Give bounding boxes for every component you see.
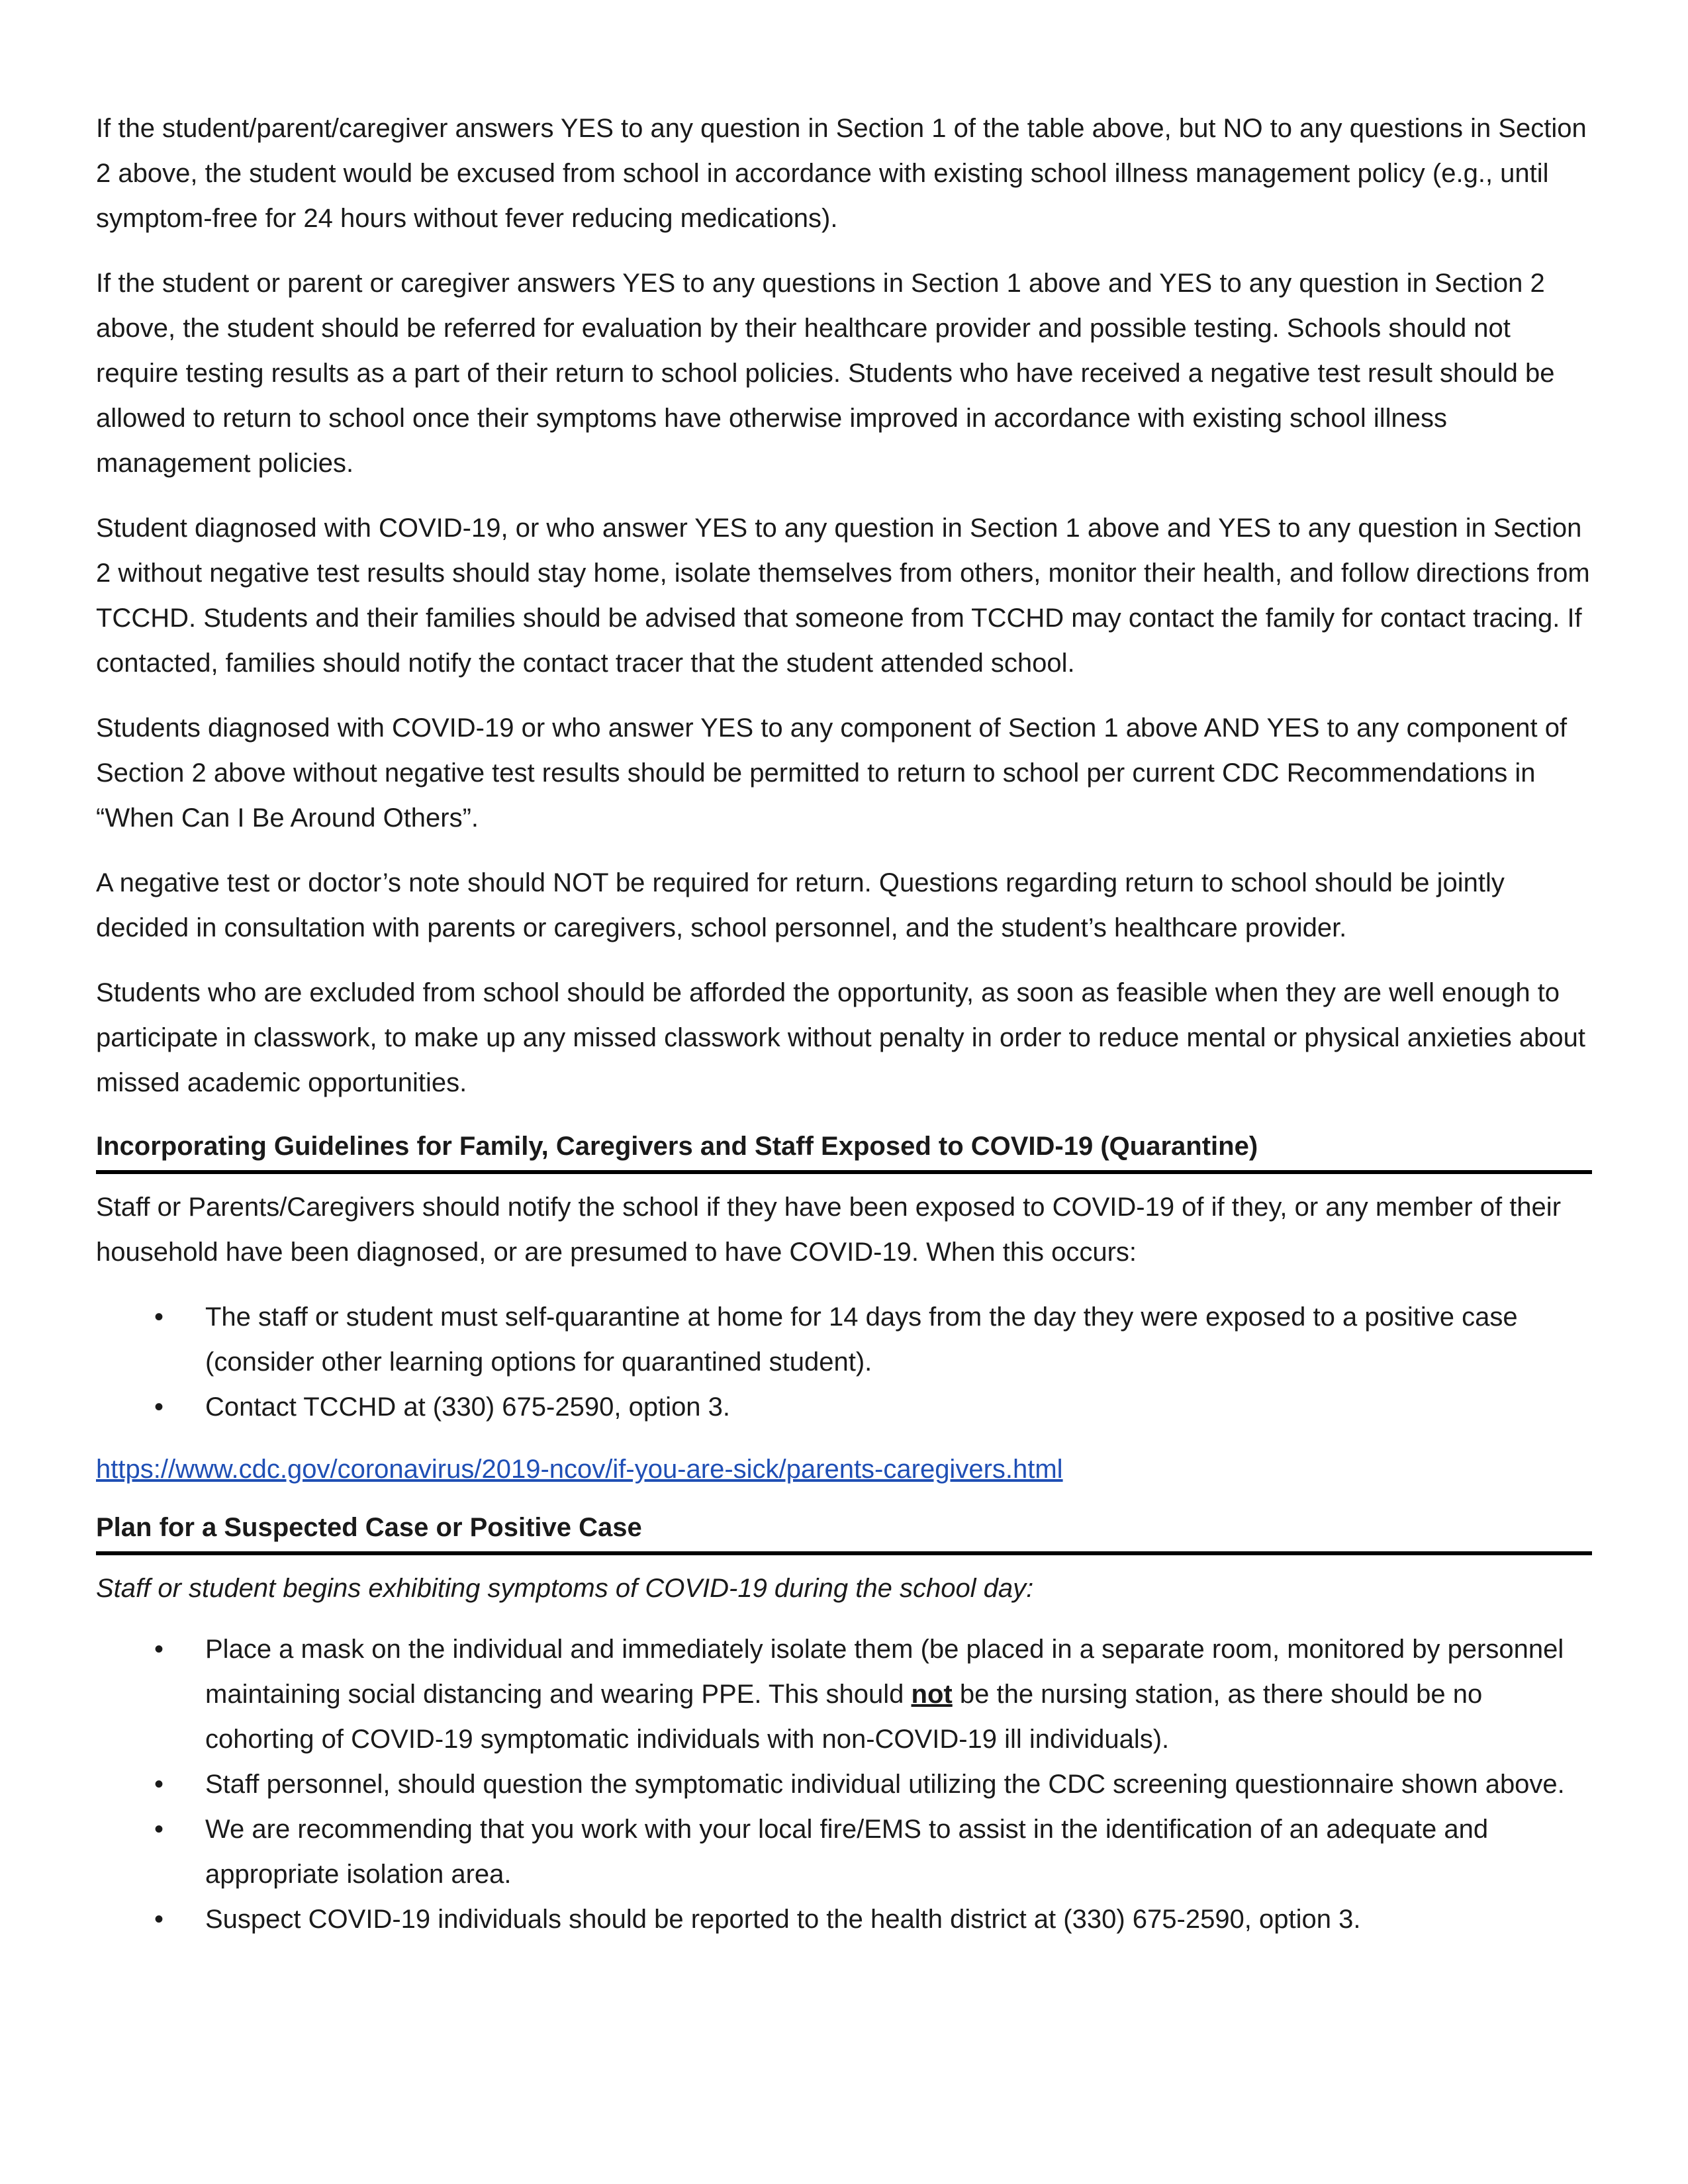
- list-item: [96, 1897, 1592, 1942]
- bullet-icon: •: [154, 1392, 164, 1422]
- quarantine-section-heading: Incorporating Guidelines for Family, Caregivers and Staff Exposed to COVID-19 (Quarantine): [96, 1125, 1592, 1174]
- cdc-parents-caregivers-link[interactable]: https://www.cdc.gov/coronavirus/2019-ncov/if-you-are-sick/parents-caregivers.html: [96, 1455, 1063, 1484]
- paragraph-stay-home-isolate: Student diagnosed with COVID-19, or who answer YES to any question in Section 1 above and YES to any question in Section 2 without negative test results should stay home, isolate themselves from others, monitor their health, and follow directions from TCCHD. Students and their families should be advised that someone from TCCHD may contact the family for contact tracing. If contacted, families should notify the contact tracer that the student attended school.: [96, 514, 1590, 678]
- list-item-text-part: Place a mask on the individual and immediately isolate them (be placed in a separate room, monitored by personnel maintaining social distancing and wearing PPE. This should: [205, 1635, 1564, 1709]
- list-item-text: [205, 1635, 1564, 1754]
- bullet-icon: •: [154, 1302, 164, 1332]
- list-item: [96, 1762, 1592, 1807]
- quarantine-intro: Staff or Parents/Caregivers should notify the school if they have been exposed to COVID-19 of if they, or any member of their household have been diagnosed, or are presumed to have COVID-19. When this occurs:: [96, 1193, 1562, 1267]
- list-item-text: The staff or student must self-quarantine at home for 14 days from the day they were exposed to a positive case (consider other learning options for quarantined student).: [205, 1302, 1518, 1377]
- plan-section-heading: Plan for a Suspected Case or Positive Case: [96, 1506, 1592, 1555]
- list-item-text: Suspect COVID-19 individuals should be reported to the health district at (330) 675-2590, option 3.: [205, 1905, 1361, 1934]
- paragraph-referral-for-testing: If the student or parent or caregiver answers YES to any questions in Section 1 above and YES to any question in Section 2 above, the student should be referred for evaluation by their healthcare provider and possible testing. Schools should not require testing results as a part of their return to school policies. Students who have received a negative test result should be allowed to return to school once their symptoms have otherwise improved in accordance with existing school illness management policies.: [96, 269, 1555, 478]
- quarantine-bullet-list: [96, 1295, 1592, 1430]
- paragraph-section1-yes-section2-no: If the student/parent/caregiver answers YES to any question in Section 1 of the table above, but NO to any questions in Section 2 above, the student would be excused from school in accordance with existing school illness management policy (e.g., until symptom-free for 24 hours without fever reducing medications).: [96, 114, 1587, 233]
- list-item-text: Contact TCCHD at (330) 675-2590, option 3.: [205, 1392, 731, 1422]
- plan-intro: Staff or student begins exhibiting symptoms of COVID-19 during the school day:: [96, 1574, 1034, 1603]
- bullet-icon: •: [154, 1815, 164, 1844]
- paragraph-missed-classwork: Students who are excluded from school should be afforded the opportunity, as soon as feasible when they are well enough to participate in classwork, to make up any missed classwork without penalty in order to reduce mental or physical anxieties about missed academic opportunities.: [96, 978, 1585, 1097]
- emphasis-not: not: [911, 1680, 953, 1709]
- list-item: [96, 1385, 1592, 1430]
- list-item: [96, 1295, 1592, 1385]
- list-item-text: Staff personnel, should question the symptomatic individual utilizing the CDC screening questionnaire shown above.: [205, 1770, 1565, 1799]
- list-item: [96, 1627, 1592, 1762]
- document-page: [96, 106, 1592, 1959]
- paragraph-return-per-cdc: Students diagnosed with COVID-19 or who answer YES to any component of Section 1 above AND YES to any component of Section 2 above without negative test results should be permitted to return to school per current CDC Recommendations in “When Can I Be Around Others”.: [96, 713, 1568, 833]
- list-item-text-part: be the nursing station, as there should be no cohorting of COVID-19 symptomatic individuals with non-COVID-19 ill individuals).: [205, 1680, 1483, 1754]
- bullet-icon: •: [154, 1905, 164, 1934]
- plan-bullet-list: [96, 1627, 1592, 1942]
- paragraph-negative-test-not-required: A negative test or doctor’s note should NOT be required for return. Questions regarding return to school should be jointly decided in consultation with parents or caregivers, school personnel, and the student’s healthcare provider.: [96, 868, 1505, 942]
- bullet-icon: •: [154, 1770, 164, 1799]
- bullet-icon: •: [154, 1635, 164, 1664]
- list-item: [96, 1807, 1592, 1897]
- list-item-text: We are recommending that you work with your local fire/EMS to assist in the identification of an adequate and appropriate isolation area.: [205, 1815, 1489, 1889]
